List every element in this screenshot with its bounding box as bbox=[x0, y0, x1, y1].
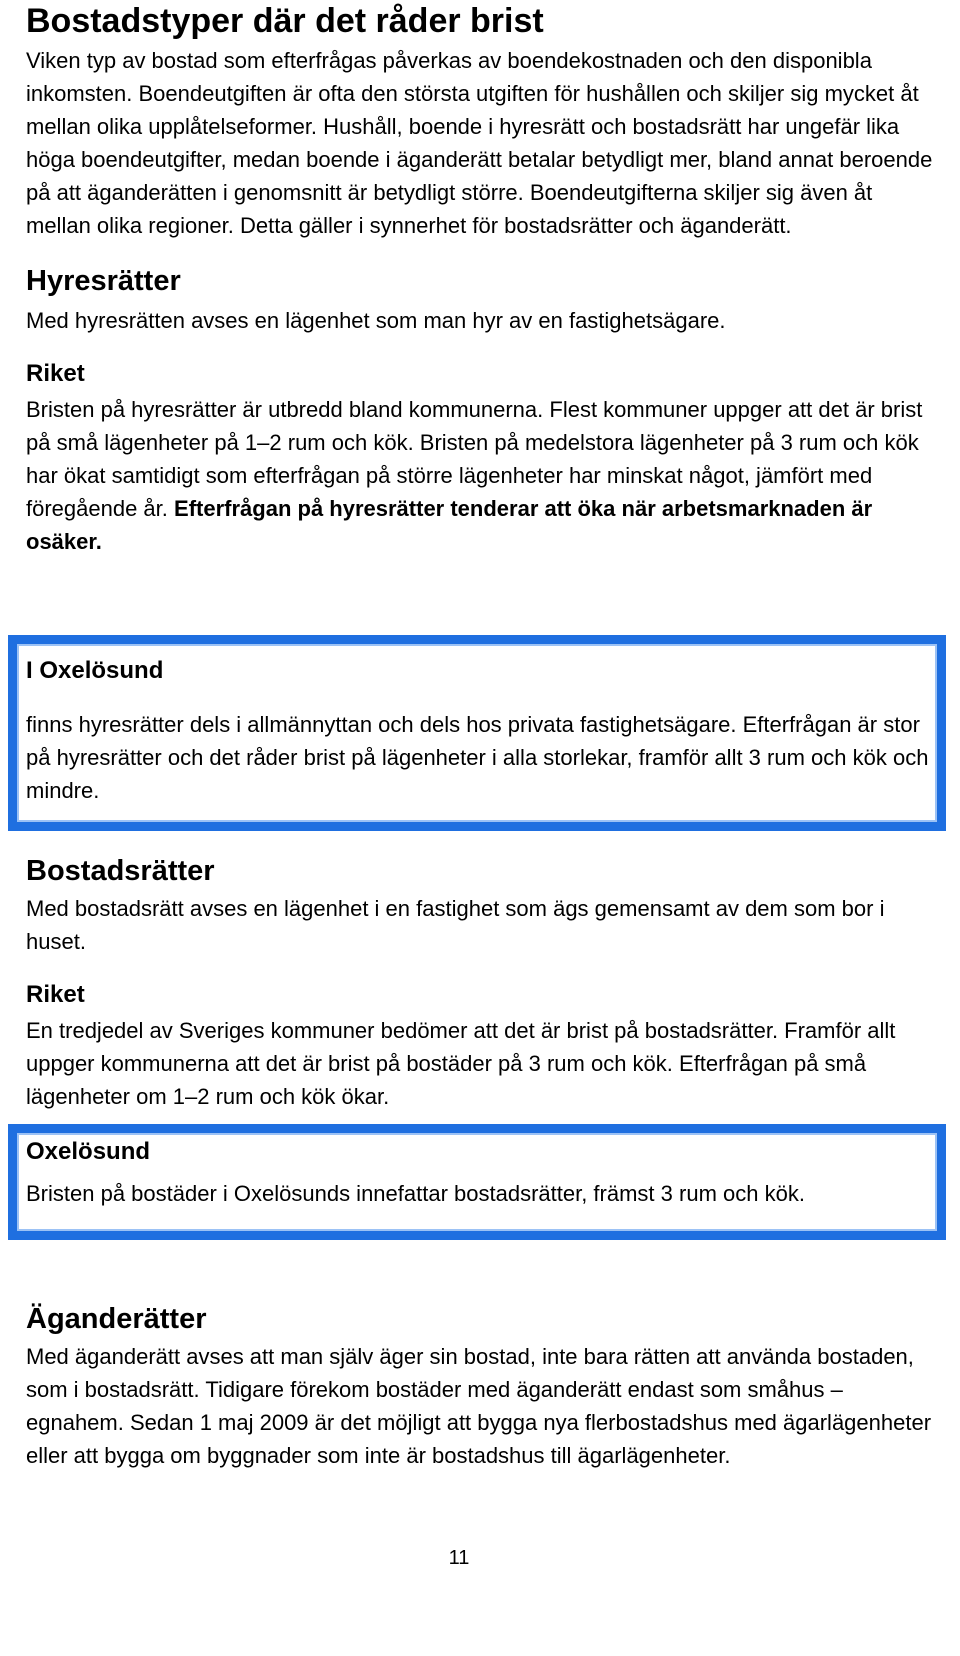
info-box-title: I Oxelösund bbox=[26, 657, 164, 684]
info-box-text: finns hyresrätter dels i allmännyttan och dels hos privata fastighetsägare. Efterfrågan är stor på hyresrätter och det råder brist på lägenheter i alla storlekar, framför allt 3 rum och kök och mindre. bbox=[26, 712, 929, 803]
hyresratter-riket-paragraph bbox=[26, 393, 936, 558]
info-box-oxelosund-hyresratter bbox=[8, 635, 946, 831]
section-heading-aganderatter: Äganderätter bbox=[26, 1303, 207, 1335]
intro-paragraph: Viken typ av bostad som efterfrågas påverkas av boendekostnaden och den disponibla inkomsten. Boendeutgiften är ofta den största utgiften för hushållen och skiljer sig mycket åt mellan olika upplåtelseformer. Hushåll, boende i hyresrätt och bostadsrätt har ungefär lika höga boendeutgifter, medan boende i äganderätt betalar betydligt mer, bland annat beroende på att äganderätten i genomsnitt är betydligt större. Boendeutgifterna skiljer sig även åt mellan olika regioner. Detta gäller i synnerhet för bostadsrätter och äganderätt. bbox=[26, 48, 933, 238]
page-number: 11 bbox=[448, 1547, 470, 1569]
subheading-riket-hyresratter: Riket bbox=[26, 360, 85, 387]
hyresratter-riket-bold-text: Efterfrågan på hyresrätter tenderar att öka när arbetsmarknaden är osäker. bbox=[26, 496, 873, 554]
aganderatter-definition: Med äganderätt avses att man själv äger sin bostad, inte bara rätten att använda bostaden, som i bostadsrätt. Tidigare förekom bostäder med äganderätt endast som småhus – egnahem. Sedan 1 maj 2009 är det möjligt att bygga nya flerbostadshus med ägarlägenheter eller att bygga om byggnader som inte är bostadshus till ägarlägenheter. bbox=[26, 1344, 932, 1468]
bostadsratter-definition: Med bostadsrätt avses en lägenhet i en fastighet som ägs gemensamt av dem som bor i huset. bbox=[26, 896, 885, 954]
page-title: Bostadstyper där det råder brist bbox=[26, 2, 544, 40]
section-heading-hyresratter: Hyresrätter bbox=[26, 265, 181, 297]
section-aganderatter bbox=[26, 1302, 936, 1472]
section-heading-bostadsratter: Bostadsrätter bbox=[26, 855, 215, 887]
bostadsratter-riket-paragraph: En tredjedel av Sveriges kommuner bedömer att det är brist på bostadsrätter. Framför allt uppger kommunerna att det är brist på bostäder på 3 rum och kök. Efterfrågan på små lägenheter om 1–2 rum och kök ökar. bbox=[26, 1018, 896, 1109]
subheading-riket-bostadsratter: Riket bbox=[26, 981, 85, 1008]
info-box-oxelosund-bostadsratter bbox=[8, 1124, 946, 1240]
hyresratter-riket-text: Bristen på hyresrätter är utbredd bland kommunerna. Flest kommuner uppger att det är brist på små lägenheter på 1–2 rum och kök. Bristen på medelstora lägenheter på 3 rum och kök har ökat samtidigt som efterfrågan på större lägenheter har minskat något, jämfört med föregående år. bbox=[26, 397, 923, 521]
hyresratter-definition: Med hyresrätten avses en lägenhet som man hyr av en fastighetsägare. bbox=[26, 308, 726, 333]
section-bostadsratter bbox=[26, 854, 936, 1113]
info-box-text: Bristen på bostäder i Oxelösunds innefattar bostadsrätter, främst 3 rum och kök. bbox=[26, 1181, 805, 1206]
document-page bbox=[26, 0, 936, 558]
info-box-title: Oxelösund bbox=[26, 1138, 151, 1165]
